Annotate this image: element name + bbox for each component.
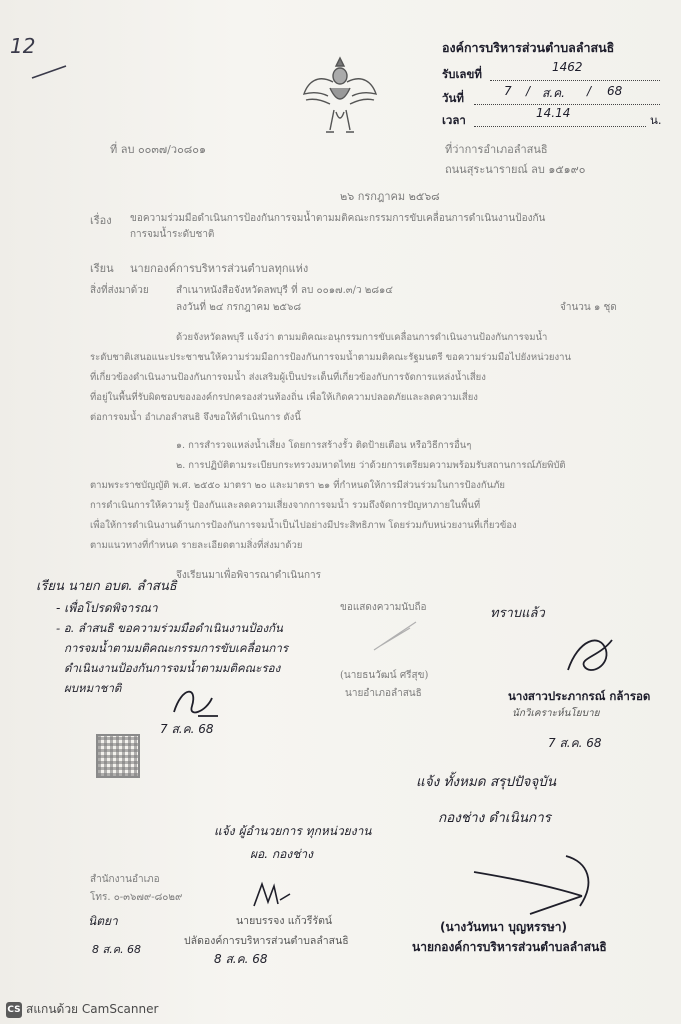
attachment-label: สิ่งที่ส่งมาด้วย [90, 285, 149, 296]
clerk-date: 7 ส.ค. 68 [548, 736, 602, 750]
dept-name: สำนักงานอำเภอ [90, 874, 160, 885]
right-note-line2: กองช่าง ดำเนินการ [438, 810, 551, 826]
deputy-name: นายบรรจง แก้วรีรัตน์ [236, 915, 333, 927]
attachment-line-2: ลงวันที่ ๒๔ กรกฎาคม ๒๕๖๘ [176, 302, 302, 313]
hand-note-date: 7 ส.ค. 68 [160, 722, 214, 736]
page-number: 12 [10, 34, 36, 58]
hand-note-line5: ผบหมาชาติ [64, 681, 122, 695]
body-para1-line4: ที่อยู่ในพื้นที่รับผิดชอบขององค์กรปกครองส่วนท้องถิ่น เพื่อให้เกิดความปลอดภัยและลดความเสี่ยง [90, 392, 478, 403]
letter-date: ๒๖ กรกฎาคม ๒๕๖๘ [340, 190, 440, 203]
mayor-role: นายกองค์การบริหารส่วนตำบลลำสนธิ [412, 940, 607, 954]
left-sign-name: นิตยา [88, 914, 118, 928]
dept-phone: โทร. ๐-๓๖๗๙-๘๐๒๙ [90, 892, 183, 903]
closing-text: จึงเรียนมาเพื่อพิจารณาดำเนินการ [176, 570, 322, 581]
stamp-time-label: เวลา [442, 113, 466, 127]
stamp-date-month: ส.ค. [542, 86, 565, 100]
hand-note-line3: การจมน้ำตามมติคณะกรรมการขับเคลื่อนการ [64, 641, 289, 655]
camscanner-logo-icon: CS [6, 1002, 22, 1018]
stamp-time-unit: น. [650, 113, 662, 127]
hand-note-line2: - อ. ลำสนธิ ขอความร่วมมือดำเนินงานป้องกัน [56, 621, 283, 635]
stamp-org: องค์การบริหารส่วนตำบลลำสนธิ [442, 40, 615, 55]
subject-line-2: การจมน้ำระดับชาติ [130, 229, 215, 240]
deputy-signature-icon [250, 880, 294, 910]
subject-line-1: ขอความร่วมมือดำเนินการป้องกันการจมน้ำตามมติคณะกรรมการขับเคลื่อนการดำเนินงานป้องกัน [130, 213, 546, 224]
stamp-receive-value: 1462 [552, 60, 583, 74]
body-item-2-line1: ๒. การปฏิบัติตามระเบียบกระทรวงมหาดไทย ว่าด้วยการเตรียมความพร้อมรับสถานการณ์ภัยพิบัติ [176, 460, 566, 471]
body-para1-line5: ต่อการจมน้ำ อำเภอลำสนธิ จึงขอให้ดำเนินการ ดังนี้ [90, 412, 301, 423]
body-item-2-line3: การดำเนินการให้ความรู้ ป้องกันและลดความเสี่ยงจากการจมน้ำ รวมถึงจัดการปัญหาภายในพื้นที่ [90, 500, 481, 511]
mid-signature-text: ทราบแล้ว [490, 606, 545, 621]
stamp-time-value: 14.14 [536, 106, 571, 120]
stamp-date-label: วันที่ [442, 91, 464, 105]
hand-note-line4: ดำเนินงานป้องกันการจมน้ำตามมติคณะรอง [64, 661, 281, 675]
office-address: ถนนสุระนารายณ์ ลบ ๑๕๑๙๐ [445, 163, 586, 176]
body-para1-line1: ด้วยจังหวัดลพบุรี แจ้งว่า ตามมติคณะอนุกรรมการขับเคลื่อนการดำเนินงานป้องกันการจมน้ำ [176, 332, 548, 343]
right-note-line1: แจ้ง ทั้งหมด สรุปปัจจุบัน [416, 774, 557, 790]
clerk-role: นักวิเคราะห์นโยบาย [512, 708, 600, 719]
mayor-name: (นางวันทนา บุญหรรษา) [440, 920, 568, 934]
clerk-signature-icon [560, 630, 620, 686]
stamp-date-year: 68 [607, 84, 623, 98]
stamp-receive-label: รับเลขที่ [442, 67, 482, 81]
hand-note-to: เรียน นายก อบต. ลำสนธิ [36, 579, 177, 594]
to-value: นายกองค์การบริหารส่วนตำบลทุกแห่ง [130, 262, 309, 275]
left-sign-date: 8 ส.ค. 68 [92, 943, 142, 956]
body-item-2-line4: เพื่อให้การดำเนินงานด้านการป้องกันการจมน้ำเป็นไปอย่างมีประสิทธิภาพ โดยร่วมกับหน่วยงานที่เกี่ยวข้อง [90, 520, 517, 531]
mayor-signature-icon [470, 852, 610, 922]
attachment-line-1: สำเนาหนังสือจังหวัดลพบุรี ที่ ลบ ๐๐๑๗.๓/ว ๒๘๑๔ [176, 285, 393, 296]
hand-note-line1: - เพื่อโปรดพิจารณา [56, 601, 158, 615]
to-label: เรียน [90, 262, 114, 275]
body-para1-line2: ระดับชาติเสนอแนะประชาชนให้ความร่วมมือการป้องกันการจมน้ำตามมติคณะรัฐมนตรี ขอความร่วมมือไปยังหน่วยงาน [90, 352, 571, 363]
officer-name: (นายธนวัฒน์ ศรีสุข) [340, 670, 429, 681]
camscanner-footer [6, 1000, 158, 1019]
left-signature-icon [168, 682, 224, 722]
body-para1-line3: ที่เกี่ยวข้องดำเนินงานป้องกันการจมน้ำ ส่งเสริมผู้เป็นประเด็นที่เกี่ยวข้องกับการจัดการแหล่งน้ำเสี่ยง [90, 372, 486, 383]
attachment-count: จำนวน ๑ ชุด [560, 302, 617, 313]
deputy-date: 8 ส.ค. 68 [214, 952, 268, 966]
deputy-role: ปลัดองค์การบริหารส่วนตำบลลำสนธิ [184, 935, 349, 947]
office-name: ที่ว่าการอำเภอลำสนธิ [445, 143, 548, 156]
center-note-line1: แจ้ง ผู้อำนวยการ ทุกหน่วยงาน [214, 824, 372, 838]
body-item-2-line2: ตามพระราชบัญญัติ พ.ศ. ๒๕๕๐ มาตรา ๒๐ และมาตรา ๒๑ ที่กำหนดให้การมีส่วนร่วมในการป้องกันภัย [90, 480, 505, 491]
reference-number: ที่ ลบ ๐๐๓๗/ว๐๘๐๑ [110, 143, 206, 156]
pen-mark-icon [30, 62, 70, 82]
receive-stamp: องค์การบริหารส่วนตำบลลำสนธิ รับเลขที่ 1462 วันที่ 7 / ส.ค. / 68 เวลา 14.14 น. [442, 38, 672, 124]
qr-code-icon [96, 734, 140, 778]
officer-signature-icon [370, 616, 420, 656]
center-note-line2: ผอ. กองช่าง [250, 847, 313, 861]
respect-text: ขอแสดงความนับถือ [340, 602, 427, 613]
subject-label: เรื่อง [90, 214, 112, 227]
officer-title: นายอำเภอลำสนธิ [345, 688, 422, 699]
body-item-2-line5: ตามแนวทางที่กำหนด รายละเอียดตามสิ่งที่ส่งมาด้วย [90, 540, 303, 551]
garuda-emblem-icon [300, 52, 380, 144]
body-item-1: ๑. การสำรวจแหล่งน้ำเสี่ยง โดยการสร้างรั้ว ติดป้ายเตือน หรือวิธีการอื่นๆ [176, 440, 472, 451]
clerk-name: นางสาวประภากรณ์ กล้ารอด [508, 689, 651, 703]
stamp-date-day: 7 [504, 84, 512, 98]
camscanner-text: สแกนด้วย CamScanner [26, 1002, 159, 1016]
